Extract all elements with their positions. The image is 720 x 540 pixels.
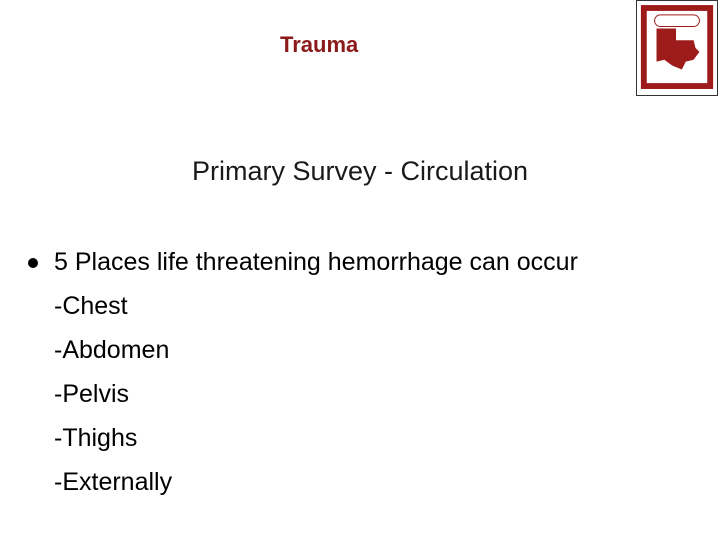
- logo-graphic: [637, 1, 717, 95]
- charity-hospital-logo: [636, 0, 718, 96]
- bullet-dot-icon: [28, 258, 38, 268]
- sub-item-chest: -Chest: [54, 292, 128, 320]
- bullet-item: [28, 240, 708, 504]
- logo-banner: [655, 15, 700, 27]
- slide-title: Primary Survey - Circulation: [191, 156, 529, 186]
- slide-content: [28, 240, 708, 504]
- bullet-lead: 5 Places life threatening hemorrhage can occur: [54, 248, 578, 276]
- header-title: Trauma: [280, 32, 359, 57]
- sub-item-thighs: -Thighs: [54, 424, 138, 452]
- sub-item-externally: -Externally: [54, 468, 173, 496]
- bullet-body: [54, 240, 578, 504]
- sub-item-abdomen: -Abdomen: [54, 336, 170, 364]
- sub-item-pelvis: -Pelvis: [54, 380, 130, 408]
